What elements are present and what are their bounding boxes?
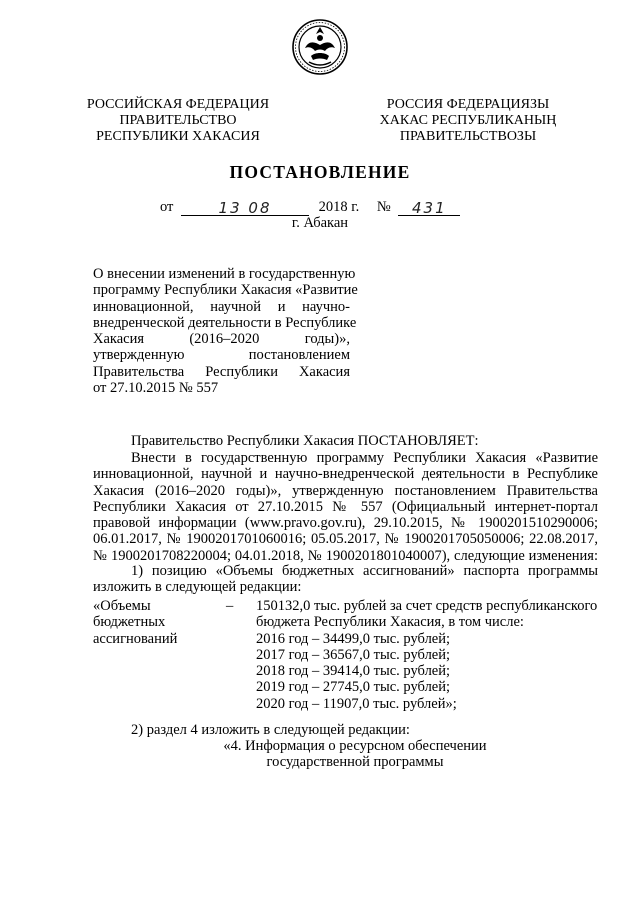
- table-right-line: 2019 год – 27745,0 тыс. рублей;: [256, 679, 451, 696]
- intro-line: Внести в государственную программу Республики Хакасия «Развитие: [131, 450, 598, 466]
- table-left-line: ассигнований: [93, 630, 178, 647]
- date-handwritten: 13 08: [218, 199, 272, 217]
- city: г. Абакан: [291, 215, 349, 231]
- document-title: ПОСТАНОВЛЕНИЕ: [229, 162, 411, 182]
- intro-line: № 1900201708220004; 04.01.2018, № 1900201801040007), следующие изменения:: [93, 547, 598, 564]
- subject-line: от 27.10.2015 № 557: [93, 380, 219, 397]
- number-sign: №: [376, 199, 391, 215]
- table-left-line: «Объемы: [93, 598, 151, 614]
- item-1-line: 1) позицию «Объемы бюджетных ассигнований» паспорта программы: [131, 563, 598, 579]
- date-prefix: от: [160, 199, 174, 215]
- header-right-line: РОССИЯ ФЕДЕРАЦИЯЗЫ: [386, 97, 550, 112]
- table-left-line: бюджетных: [93, 614, 166, 631]
- table-right-line: 2016 год – 34499,0 тыс. рублей;: [256, 630, 451, 647]
- header-left-line: ПРАВИТЕЛЬСТВО: [119, 113, 237, 128]
- section-heading-line: «4. Информация о ресурсном обеспечении: [223, 738, 487, 754]
- intro-line: инновационной, научной и научно-внедренческой деятельности в Республике: [93, 466, 598, 483]
- emblem-icon: [291, 18, 349, 76]
- resolves-statement: Правительство Республики Хакасия ПОСТАНОВЛЯЕТ:: [131, 433, 479, 449]
- subject-line: программу Республики Хакасия «Развитие: [93, 282, 358, 299]
- table-right-line: 2020 год – 11907,0 тыс. рублей»;: [256, 695, 457, 712]
- table-right-line: 2018 год – 39414,0 тыс. рублей;: [256, 663, 451, 680]
- section-heading: [170, 738, 540, 771]
- header-left-line: РЕСПУБЛИКИ ХАКАСИЯ: [96, 129, 260, 144]
- coat-of-arms-emblem: [291, 18, 349, 76]
- header-right: [370, 97, 566, 145]
- table-dash: –: [226, 598, 234, 614]
- table-right-line: 2017 год – 36567,0 тыс. рублей;: [256, 646, 451, 663]
- date-field: [181, 199, 309, 216]
- table-right-line: 150132,0 тыс. рублей за счет средств республиканского: [256, 598, 598, 614]
- header-right-line: ХАКАС РЕСПУБЛИКАНЫҢ: [379, 113, 557, 128]
- year-text: 2018 г.: [318, 199, 360, 215]
- item-1-line: изложить в следующей редакции:: [93, 579, 302, 596]
- intro-paragraph: [93, 450, 598, 564]
- number-handwritten: 431: [411, 199, 447, 217]
- table-right-column: [256, 598, 600, 712]
- header-right-line: ПРАВИТЕЛЬСТВОЗЫ: [399, 129, 537, 144]
- subject-line: утвержденную постановлением: [93, 347, 350, 364]
- table-left-column: [93, 598, 213, 647]
- subject-line: Хакасия (2016–2020 годы)»,: [93, 331, 350, 348]
- section-heading-line: государственной программы: [266, 754, 444, 771]
- item-1: [93, 563, 598, 596]
- subject-block: [93, 266, 358, 397]
- subject-line: Правительства Республики Хакасия: [93, 363, 350, 380]
- intro-line: правовой информации (www.pravo.gov.ru), 29.10.2015, № 1900201510290006;: [93, 515, 598, 532]
- subject-line: инновационной, научной и научно-: [93, 298, 350, 315]
- table-right-line: бюджета Республики Хакасия, в том числе:: [256, 614, 524, 631]
- header-left: [78, 97, 278, 145]
- subject-line: внедренческой деятельности в Республике: [93, 314, 357, 331]
- header-left-line: РОССИЙСКАЯ ФЕДЕРАЦИЯ: [86, 97, 270, 112]
- date-line: [160, 199, 460, 216]
- intro-line: Республики Хакасия от 27.10.2015 № 557 (Официальный интернет-портал: [93, 498, 598, 515]
- intro-line: 06.01.2017, № 1900201701060016; 05.05.2017, № 1900201705050006; 22.08.2017,: [93, 531, 598, 548]
- item-2: 2) раздел 4 изложить в следующей редакции:: [131, 722, 410, 738]
- intro-line: Хакасия (2016–2020 годы)», утвержденную постановлением Правительства: [93, 482, 598, 499]
- number-field: [398, 199, 460, 216]
- subject-line: О внесении изменений в государственную: [93, 266, 356, 282]
